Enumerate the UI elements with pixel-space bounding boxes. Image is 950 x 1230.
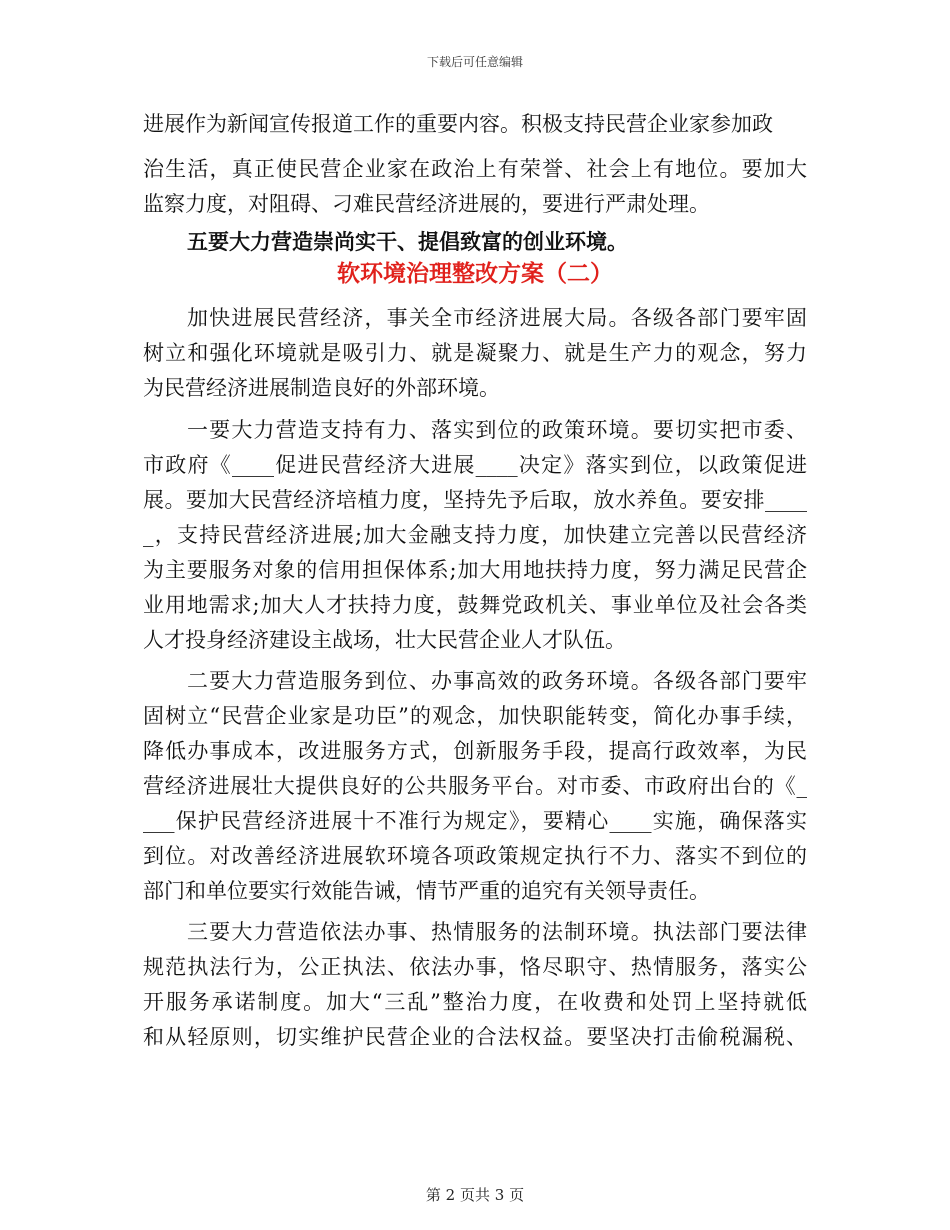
text-line: 监察力度，对阻碍、刁难民营经济进展的，要进行严肃处理。 xyxy=(143,192,710,216)
text-line: 和从轻原则，切实维护民营企业的合法权益。要坚决打击偷税漏税、 xyxy=(143,1025,807,1049)
text-line: 一要大力营造支持有力、落实到位的政策环境。要切实把市委、 xyxy=(187,418,807,442)
text-line: 到位。对改善经济进展软环境各项政策规定执行不力、落实不到位的 xyxy=(143,844,807,868)
text-line: 进展作为新闻宣传报道工作的重要内容。积极支持民营企业家参加政 xyxy=(143,112,773,136)
section-heading-5: 五要大力营造崇尚实干、提倡致富的创业环境。 xyxy=(187,229,628,254)
text-line: 规范执法行为，公正执法、依法办事，恪尽职守、热情服务，落实公 xyxy=(143,955,807,979)
text-line: 业用地需求;加大人才扶持力度，鼓舞党政机关、事业单位及社会各类 xyxy=(143,593,807,617)
text-line: 部门和单位要实行效能告诫，情节严重的追究有关领导责任。 xyxy=(143,879,710,903)
text-line: 开服务承诺制度。加大“三乱”整治力度，在收费和处罚上坚持就低 xyxy=(143,990,807,1014)
text-line: ___保护民营经济进展十不准行为规定》，要精心____实施，确保落实 xyxy=(143,809,807,833)
text-line: 加快进展民营经济，事关全市经济进展大局。各级各部门要牢固 xyxy=(187,306,807,330)
text-line: 展。要加大民营经济培植力度，坚持先予后取，放水养鱼。要安排____ xyxy=(143,488,807,512)
text-line: 树立和强化环境就是吸引力、就是凝聚力、就是生产力的观念，努力 xyxy=(143,341,807,365)
text-line: 营经济进展壮大提供良好的公共服务平台。对市委、市政府出台的《_ xyxy=(143,774,807,798)
text-line: 人才投身经济建设主战场，壮大民营企业人才队伍。 xyxy=(143,628,626,652)
text-line: 治生活，真正使民营企业家在政治上有荣誉、社会上有地位。要加大 xyxy=(143,157,807,181)
text-line: 降低办事成本，改进服务方式，创新服务手段，提高行政效率，为民 xyxy=(143,739,807,763)
text-line: 三要大力营造依法办事、热情服务的法制环境。执法部门要法律 xyxy=(187,920,807,944)
page-header-note: 下载后可任意编辑 xyxy=(426,55,523,69)
document-title: 软环境治理整改方案（二） xyxy=(337,260,613,287)
page-footer: 第 2 页共 3 页 xyxy=(425,1186,525,1204)
text-line: _，支持民营经济进展;加大金融支持力度，加快建立完善以民营经济 xyxy=(143,523,807,547)
text-line: 二要大力营造服务到位、办事高效的政务环境。各级各部门要牢 xyxy=(187,669,807,693)
text-line: 为民营经济进展制造良好的外部环境。 xyxy=(143,376,500,400)
text-line: 为主要服务对象的信用担保体系;加大用地扶持力度，努力满足民营企 xyxy=(143,558,807,582)
text-line: 市政府《____促进民营经济大进展____决定》落实到位，以政策促进 xyxy=(143,453,807,477)
text-line: 固树立“民营企业家是功臣”的观念，加快职能转变，简化办事手续， xyxy=(143,704,807,728)
